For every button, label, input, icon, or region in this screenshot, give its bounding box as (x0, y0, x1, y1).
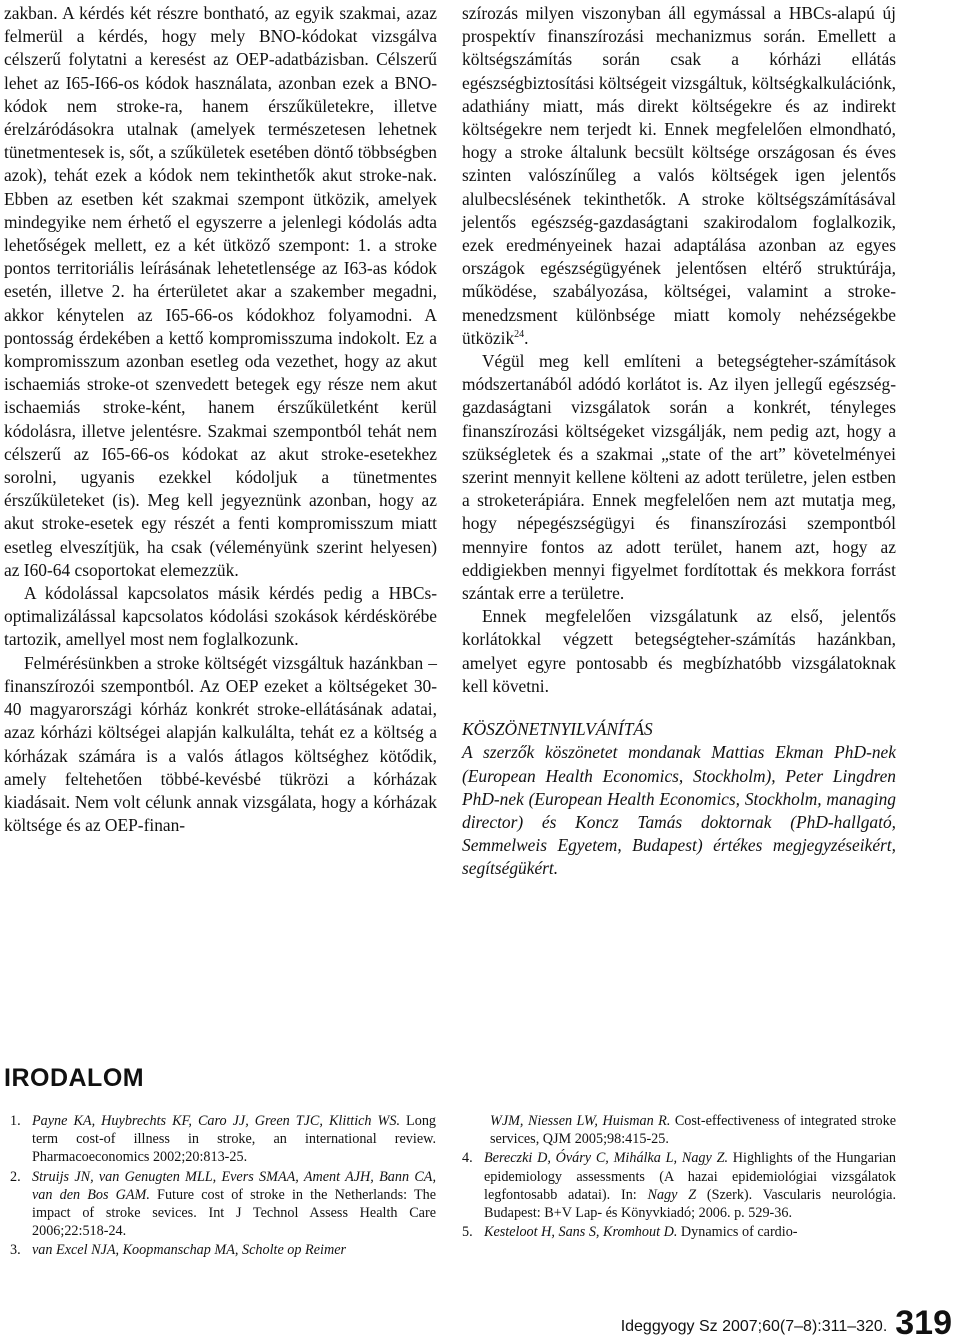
body-paragraph: Végül meg kell említeni a betegségteher-számítások módszertanából adódó korlátot is. Az ilyen jellegű egészség-gazdaságtani vizsgálatok során a konkrét, tényleges finanszírozási költségeket vizsgálják, nem pedig azt, hogy a szükségletek és a szakmai „state of the art” követelményei szerint mennyit kellene költeni az adott területre, jelen estben a stroketerápiára. Ennek megfelelően nem azt mutatja meg, hogy népegészségügyi és finanszírozási szempontból mennyire fontos az adott terület, hanem azt, hogy az eddigiekben mennyi figyelmet fordítottak és mekkora forrást szántak erre a területre. (462, 351, 896, 604)
reference-authors: van Excel NJA, Koopmanschap MA, Scholte op Reimer (32, 1242, 347, 1259)
body-paragraph: A kódolással kapcsolatos másik kérdés pedig a HBCs-optimalizálással kapcsolatos kódolási szokások kérdéskörébe tartozik, amellyel most nem foglalkozunk. (4, 583, 437, 650)
body-text: . (524, 327, 529, 348)
reference-editor: Nagy Z (647, 1186, 697, 1203)
reference-item (10, 1241, 436, 1259)
reference-number: 3. (10, 1242, 21, 1259)
page-footer (621, 1304, 952, 1343)
reference-item (10, 1112, 436, 1167)
reference-authors: Struijs JN, van Genugten MLL, Evers SMAA, Ament AJH, Bann CA, van den Bos GAM. (32, 1168, 436, 1203)
journal-citation: Ideggyogy Sz 2007;60(7–8):311–320. (620, 1318, 888, 1335)
body-paragraph: Felmérésünkben a stroke költségét vizsgáltuk hazánkban – finanszírozói szempontból. Az OEP ezeket a költségeket 30-40 magyarországi kórház konkrét stroke-ellátásának adatai, azaz kórházi költségei alapján kalkulálta, tehát ez a költség a kórházak számára is a valós átlagos költséghez kötődik, amely feltehetően többé-kevésbé tükrözi a kórházak kiadásait. Nem volt célunk annak vizsgálata, hogy a kórházak költsége és az OEP-finan- (4, 652, 437, 836)
reference-authors: Payne KA, Huybrechts KF, Caro JJ, Green TJC, Klittich WS. (32, 1113, 401, 1129)
acknowledgement-heading: KÖSZÖNETNYILVÁNÍTÁS (462, 719, 653, 740)
reference-text: Highlights of the Hungarian epidemiology assessments (A hazai epidemiológiai vizsgálatok legfontosabb adatai). In: (484, 1150, 897, 1203)
reference-authors: WJM, Niessen LW, Huisman R. (490, 1113, 671, 1129)
references-list-right (462, 1112, 896, 1242)
reference-text: Dynamics of cardio- (677, 1224, 798, 1241)
body-paragraph: Ennek megfelelően vizsgálatunk az első, jelentős korlátokkal végzett betegségteher-számítás hazánkban, amelyet egyre pontosabb és megbízhatóbb vizsgálatoknak kell követni. (462, 606, 896, 696)
reference-number: 4. (462, 1150, 473, 1167)
reference-authors: Bereczki D, Óváry C, Mihálka L, Nagy Z. (484, 1150, 729, 1167)
right-text-column (462, 2, 896, 881)
reference-item-continued (462, 1112, 896, 1148)
references-list-left (10, 1112, 436, 1261)
acknowledgement-text: A szerzők köszönetet mondanak Mattias Ekman PhD-nek (European Health Economics, Stockholm), Peter Lingdren PhD-nek (European Health Economics, Stockholm, managing director) és Koncz Tamás doktornak (PhD-hallgató, Semmelweis Egyetem, Budapest) értékes megjegyzéseikért, segítségükért. (462, 742, 896, 879)
reference-item (462, 1223, 896, 1241)
left-text-column (4, 2, 437, 837)
reference-number: 2. (10, 1168, 21, 1185)
references-heading: IRODALOM (4, 1064, 145, 1092)
page-number: 319 (895, 1304, 952, 1342)
reference-text: (Szerk). Vascularis neurológia. Budapest: B+V Lap- és Könyvkiadó; 2006. p. 529-36. (484, 1186, 896, 1222)
reference-text: Long term cost-of illness in stroke, an international review. Pharmacoeconomics 2002;20:813-25. (32, 1113, 437, 1166)
reference-authors: Kesteloot H, Sans S, Kromhout D. (484, 1224, 678, 1241)
citation-superscript: 24 (514, 328, 525, 340)
body-paragraph (462, 2, 896, 350)
reference-text: Future cost of stroke in the Netherlands: The impact of stroke sevices. Int J Technol Assess Health Care 2006;22:518-24. (32, 1186, 436, 1240)
body-text: szírozás milyen viszonyban áll egymással a HBCs-alapú új prospektív finanszírozási mechanizmus során. Emellett a költségszámítás során csak a kórházi ellátás egészségbiztosítási költségeit vizsgáltuk, költségkalkulációnk, adathiány miatt, más direkt költségekre és az indirekt költségekre nem terjedt ki. Ennek megfelelően elmondható, hogy a stroke általunk becsült költsége országosan és éves szinten valószínűleg a valós költségek igen jelentős alulbecslésének tekinthetők. A stroke költségszámításával jelentős egészség-gazdaságtani szakirodalom foglalkozik, ezek eredményeinek hazai adaptálása azonban az egyes országok egészségügyének jelentősen eltérő struktúrája, működése, szabályozása, költségei, valamint a stroke-menedzsment különbsége miatt komoly nehézségekbe ütközik (462, 3, 896, 348)
body-paragraph: zakban. A kérdés két részre bontható, az egyik szakmai, azaz felmerül a kérdés, hogy mely BNO-kódokat vizsgálva célszerű folytatni a keresést az OEP-adatbázisban. Célszerű lehet az I65-I66-os kódok használata, azonban ezek a BNO-kódok nem stroke-ra, hanem érszűkületekre, illetve érelzáródásokra utalnak (amelyek természetesen lehetnek tünetmentesek is, sőt, a szűkületek esetében döntő többségben azok), tehát ezek a kódok nem tekinthetők akut stroke-nak. Ebben az esetben két szakmai szempont ütközik, amelyek mindegyike nem érhető el egyszerre a jelenlegi kódolás adta lehetőségek mellett, ez a két ütköző szempont: 1. a stroke pontos territoriális leírásának lehetetlensége az I63-as kódok esetén, illetve 2. ha érterületet akar a szakember megadni, akkor kénytelen az I65-66-os kódokhoz folyamodni. A pontosság érdekében a kettő kompromisszuma indokolt. Ez a kompromisszum azonban esetleg oda vezethet, hogy az akut ischaemiás stroke-ot szenvedett betegek egy része nem akut ischaemiás stroke-ként, hanem érszűkületként kerül kódolásra, illetve jelentésre. Szakmai szempontból tehát nem célszerű az I65-66-os kódokat az akut stroke-esetekhez sorolni, ugyanis ezekkel kódoljuk a tünetmentes érszűkületeket (is). Meg kell jegyeznünk azonban, hogy az akut stroke-esetek egy részét a fenti kompromisszum miatt esetleg elveszítjük, ha csak (véleményünk szerint helyesen) az I60-64 csoportokat elemezzük. (4, 3, 437, 580)
reference-item (462, 1149, 896, 1222)
reference-text: Cost-effectiveness of integrated stroke services, QJM 2005;98:415-25. (490, 1113, 896, 1148)
reference-item (10, 1168, 436, 1241)
reference-number: 1. (10, 1113, 21, 1129)
reference-number: 5. (462, 1224, 473, 1241)
